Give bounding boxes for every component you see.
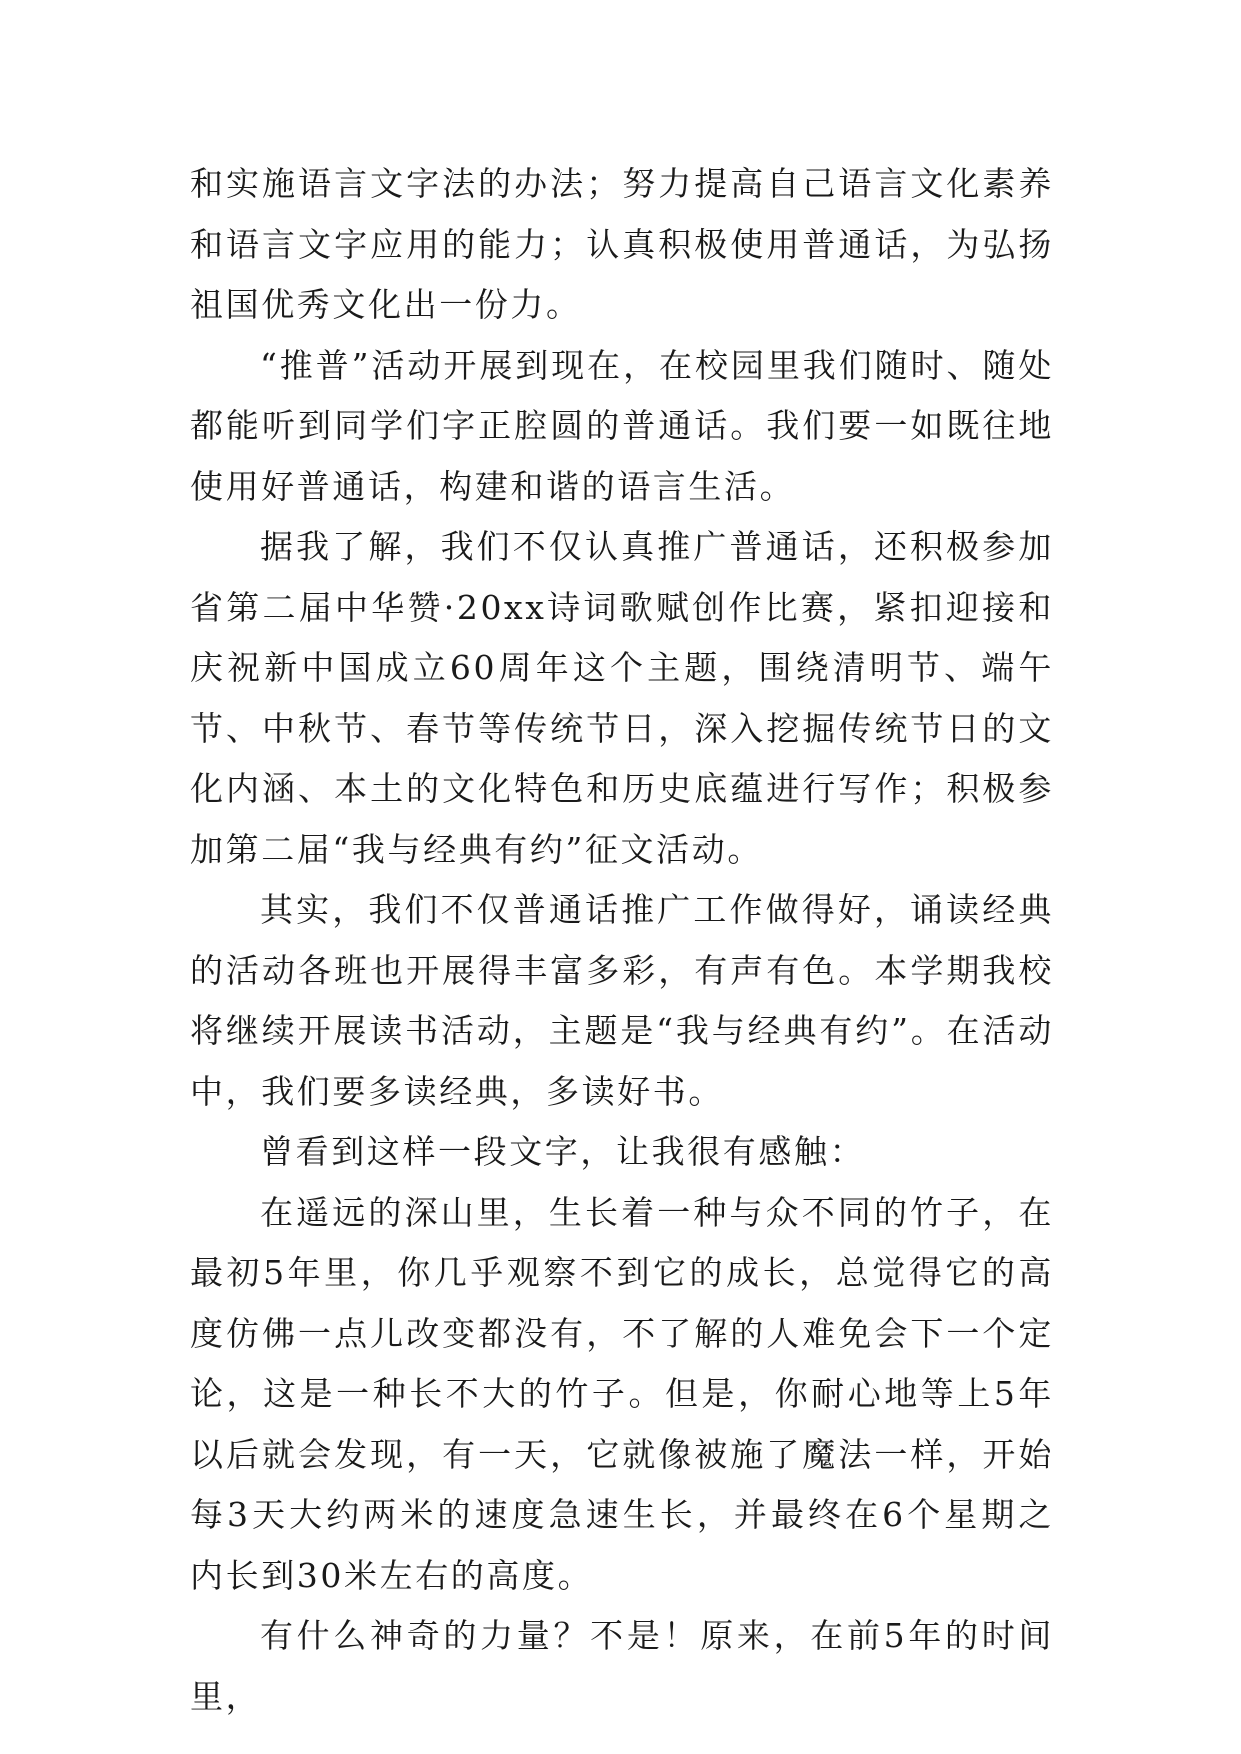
paragraph-7: 有什么神奇的力量？不是！原来，在前5年的时间里，	[190, 1616, 1054, 1716]
paragraph-6: 在遥远的深山里，生长着一种与众不同的竹子，在最初5年里，你几乎观察不到它的成长，总觉得它的高度仿佛一点儿改变都没有，不了解的人难免会下一个定论，这是一种长不大的竹子。但是，你耐心地等上5年以后就会发现，有一天，它就像被施了魔法一样，开始每3天大约两米的速度急速生长，并最终在6个星期之内长到30米左右的高度。	[190, 1192, 1054, 1595]
paragraph-4: 其实，我们不仅普通话推广工作做得好，诵读经典的活动各班也开展得丰富多彩，有声有色。本学期我校将继续开展读书活动，主题是“我与经典有约”。在活动中，我们要多读经典，多读好书。	[190, 890, 1054, 1111]
paragraph-1: 和实施语言文字法的办法；努力提高自己语言文化素养和语言文字应用的能力；认真积极使用普通话，为弘扬祖国优秀文化出一份力。	[190, 164, 1054, 324]
paragraph-5: 曾看到这样一段文字，让我很有感触：	[260, 1132, 866, 1171]
paragraph-2: “推普”活动开展到现在，在校园里我们随时、随处都能听到同学们字正腔圆的普通话。我们要一如既往地使用好普通话，构建和谐的语言生活。	[190, 345, 1054, 506]
paragraph-3: 据我了解，我们不仅认真推广普通话，还积极参加省第二届中华赞·20xx诗词歌赋创作比赛，紧扣迎接和庆祝新中国成立60周年这个主题，围绕清明节、端午节、中秋节、春节等传统节日，深入挖掘传统节日的文化内涵、本土的文化特色和历史底蕴进行写作；积极参加第二届“我与经典有约”征文活动。	[190, 527, 1054, 869]
document-body	[190, 154, 1054, 1727]
